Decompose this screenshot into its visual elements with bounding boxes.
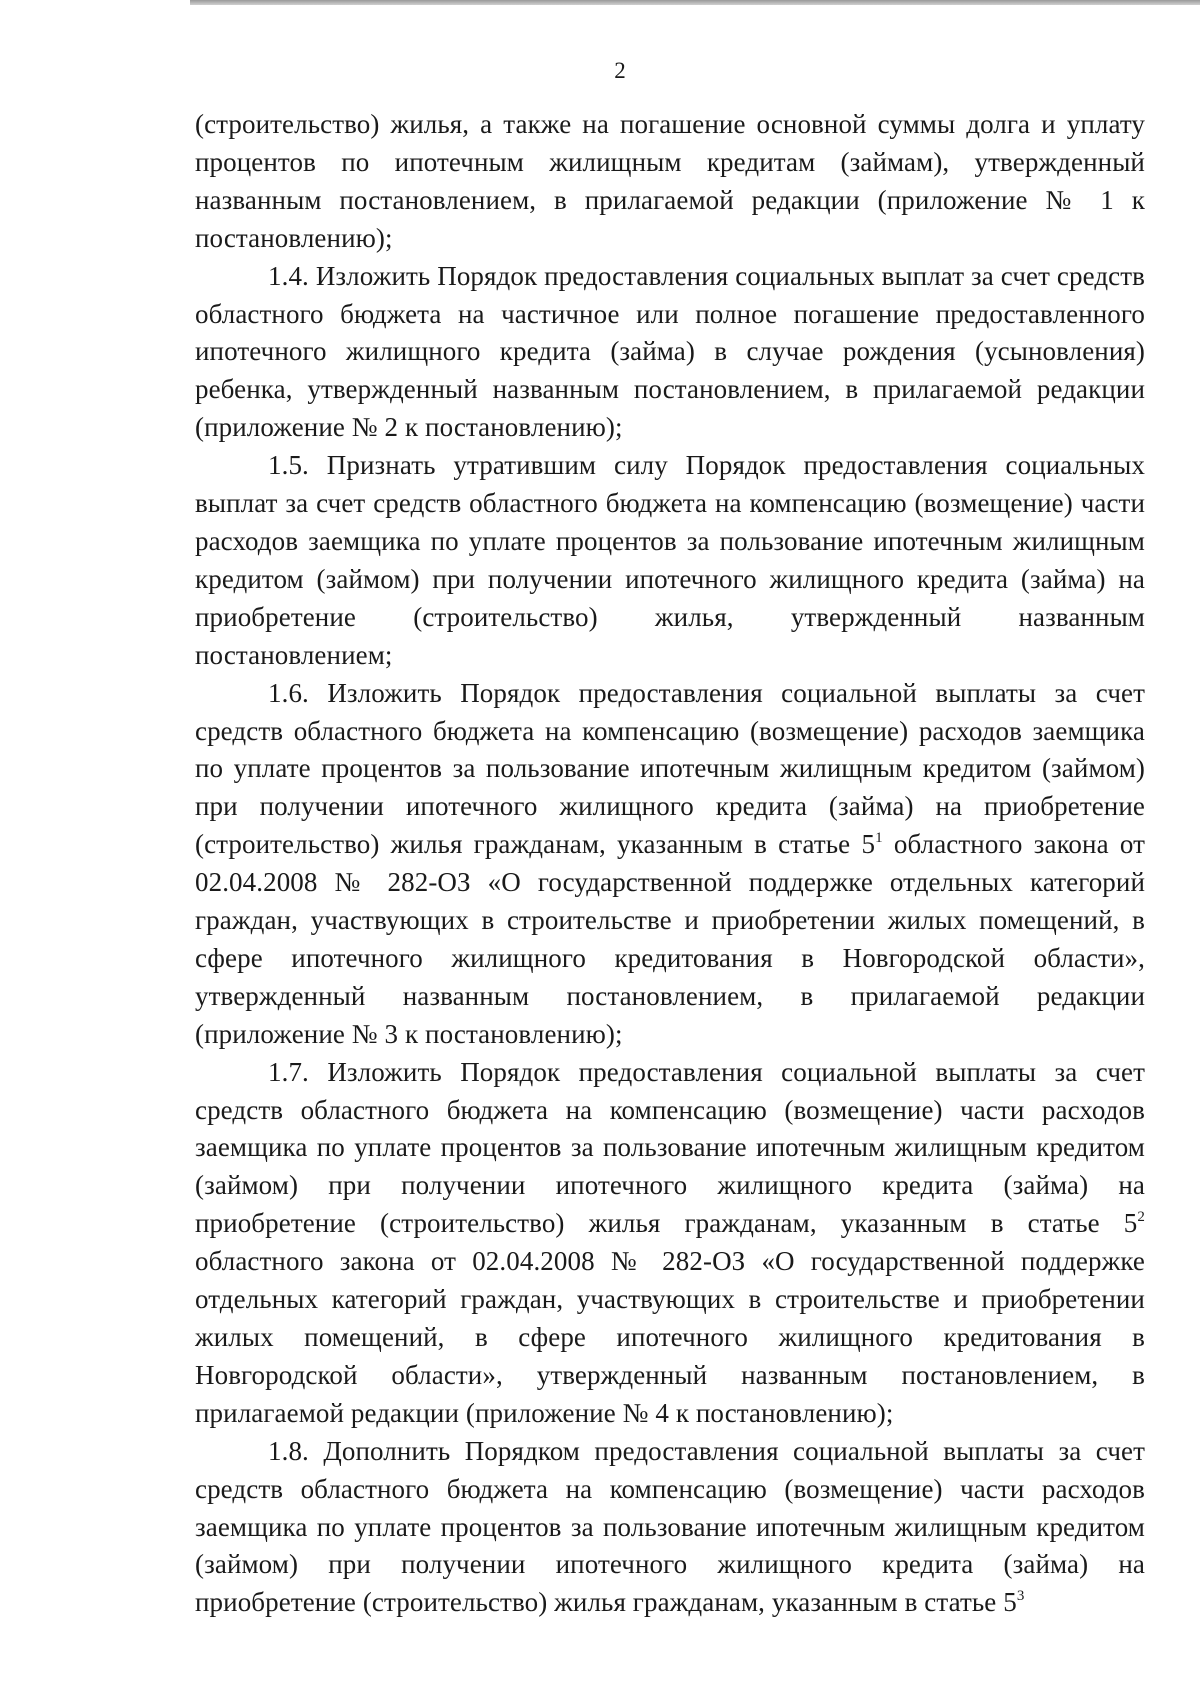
page-number: 2	[614, 58, 626, 83]
paragraph-text: 1.6. Изложить Порядок предоставления социальной выплаты за счет средств областного бюджета на компенсацию (возмещение) расходов заемщика по уплате процентов за пользование ипотечным жилищным кредитом (займом) при получении ипотечного жилищного кредита (займа) на приобретение (строительство) жилья гражданам, указанным в статье 5	[195, 677, 1145, 860]
article-superscript: 3	[1016, 1588, 1025, 1605]
scan-top-edge	[190, 0, 1200, 5]
paragraph-text: 1.8. Дополнить Порядком предоставления социальной выплаты за счет средств областного бюджета на компенсацию (возмещение) части расходов заемщика по уплате процентов за пользование ипотечным жилищным кредитом (займом) при получении ипотечного жилищного кредита (займа) на приобретение (строительство) жилья гражданам, указанным в статье 5	[195, 1435, 1145, 1618]
paragraph-1-8	[195, 1433, 1145, 1623]
paragraph-1-5: 1.5. Признать утратившим силу Порядок предоставления социальных выплат за счет средств областного бюджета на компенсацию (возмещение) части расходов заемщика по уплате процентов за пользование ипотечным жилищным кредитом (займом) при получении ипотечного жилищного кредита (займа) на приобретение (строительство) жилья, утвержденный названным постановлением;	[195, 450, 1145, 670]
article-superscript: 2	[1137, 1209, 1145, 1226]
paragraph-text: областного закона от 02.04.2008 № 282-ОЗ «О государственной поддержке отдельных категорий граждан, участвующих в строительстве и приобретении жилых помещений, в сфере ипотечного жилищного кредитования в Новгородской области», утвержденный названным постановлением, в прилагаемой редакции (приложение № 3 к постановлению);	[195, 829, 1145, 1049]
paragraph-1-4: 1.4. Изложить Порядок предоставления социальных выплат за счет средств областного бюджета на частичное или полное погашение предоставленного ипотечного жилищного кредита (займа) в случае рождения (усыновления) ребенка, утвержденный названным постановлением, в прилагаемой редакции (приложение № 2 к постановлению);	[195, 260, 1145, 443]
paragraph-text: областного закона от 02.04.2008 № 282-ОЗ «О государственной поддержке отдельных категорий граждан, участвующих в строительстве и приобретении жилых помещений, в сфере ипотечного жилищного кредитования в Новгородской области», утвержденный названным постановлением, в прилагаемой редакции (приложение № 4 к постановлению);	[195, 1246, 1145, 1428]
paragraph-1-7	[195, 1054, 1145, 1433]
article-superscript: 1	[875, 830, 883, 847]
paragraph-text: 1.7. Изложить Порядок предоставления социальной выплаты за счет средств областного бюджета на компенсацию (возмещение) части расходов заемщика по уплате процентов за пользование ипотечным жилищным кредитом (займом) при получении ипотечного жилищного кредита (займа) на приобретение (строительство) жилья гражданам, указанным в статье 5	[195, 1056, 1145, 1239]
paragraph-1-6	[195, 675, 1145, 1054]
document-body	[195, 106, 1145, 1622]
paragraph-continuation: (строительство) жилья, а также на погашение основной суммы долга и уплату процентов по ипотечным жилищным кредитам (займам), утвержденный названным постановлением, в прилагаемой редакции (приложение № 1 к постановлению);	[195, 109, 1145, 253]
